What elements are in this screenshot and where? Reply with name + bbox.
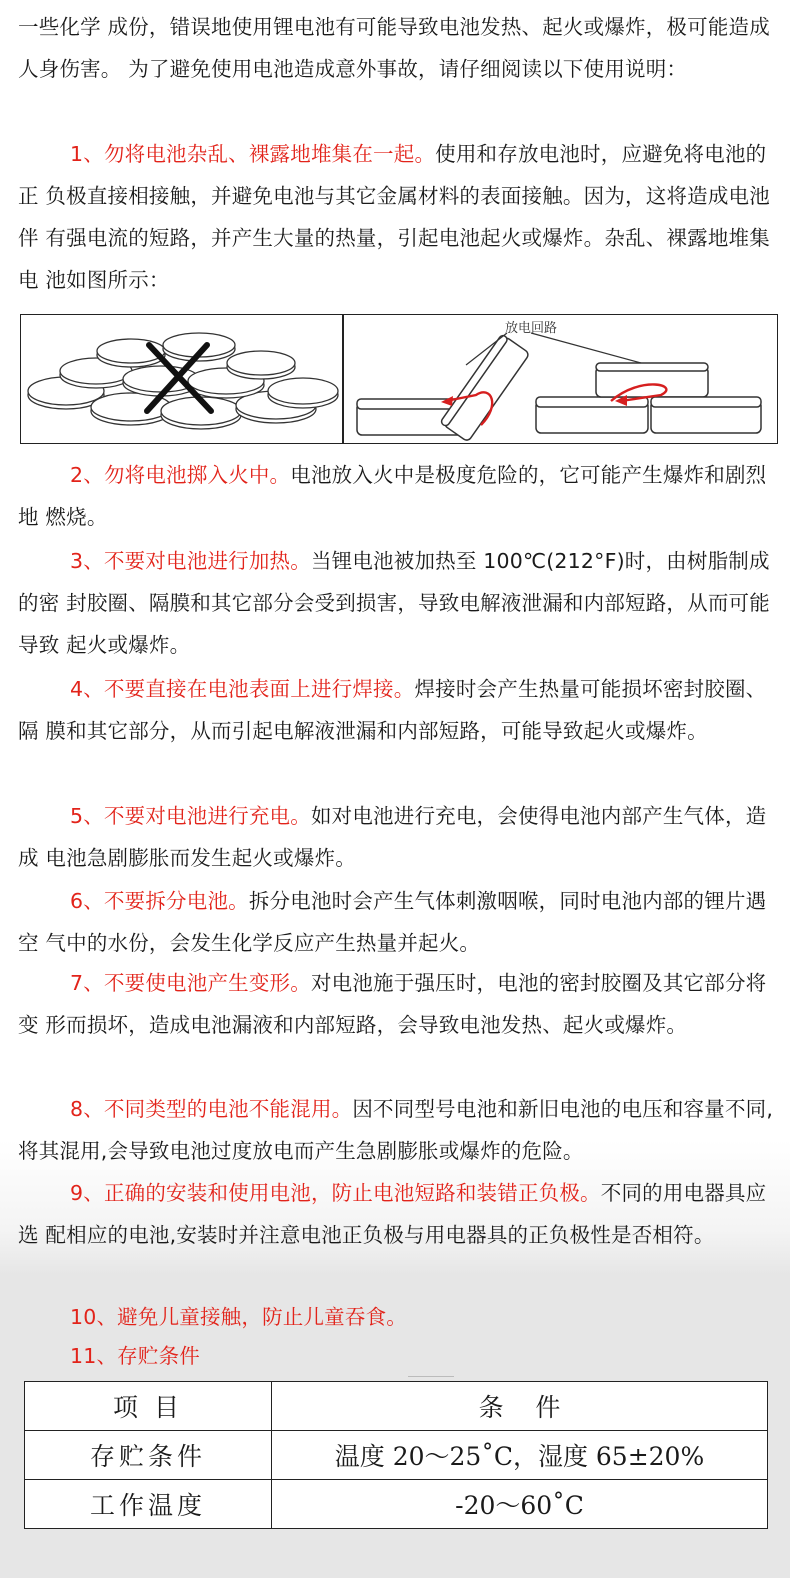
header-condition: 条 件 xyxy=(272,1382,768,1431)
rule-7 xyxy=(18,962,778,1046)
coin-cells-illustration xyxy=(21,315,777,443)
rule-5-body: 如对电池进行充电，会使得电池内部产生气体，造成 电池急剧膨胀而发生起火或爆炸。 xyxy=(18,804,767,870)
rule-4-heading: 4、不要直接在电池表面上进行焊接。 xyxy=(70,677,415,701)
rule-1-body: 使用和存放电池时，应避免将电池的正 负极直接相接触，并避免电池与其它金属材料的表面接触。因为，这将造成电池伴 有强电流的短路，并产生大量的热量，引起电池起火或爆炸。杂乱、裸露地堆集电 池如图所示： xyxy=(18,142,770,292)
rule-10-heading: 10、避免儿童接触，防止儿童吞食。 xyxy=(70,1305,407,1329)
rule-7-heading: 7、不要使电池产生变形。 xyxy=(70,971,311,995)
row-working-label: 工作温度 xyxy=(25,1480,272,1529)
rule-8 xyxy=(18,1088,778,1172)
rule-9-body: 不同的用电器具应选 配相应的电池,安装时并注意电池正负极与用电器具的正负极性是否相符。 xyxy=(18,1181,767,1247)
figure-divider xyxy=(342,315,344,443)
rule-3-heading: 3、不要对电池进行加热。 xyxy=(70,549,311,573)
rule-2-body: 电池放入火中是极度危险的，它可能产生爆炸和剧烈地 燃烧。 xyxy=(18,463,767,529)
row-working-value: -20～60˚C xyxy=(272,1480,768,1529)
header-item: 项 目 xyxy=(25,1382,272,1431)
rule-1 xyxy=(18,133,778,301)
row-storage-value: 温度 20～25˚C，湿度 65±20% xyxy=(272,1431,768,1480)
rule-5 xyxy=(18,795,778,879)
rule-8-heading: 8、不同类型的电池不能混用。 xyxy=(70,1097,353,1121)
rule-9 xyxy=(18,1172,778,1256)
discharge-loop-label: 放电回路 xyxy=(505,321,558,336)
rule-6 xyxy=(18,880,778,964)
rule-11 xyxy=(18,1335,778,1377)
battery-stacking-figure xyxy=(20,314,778,444)
rule-3 xyxy=(18,540,778,666)
table-row xyxy=(25,1480,768,1529)
rule-7-body: 对电池施于强压时，电池的密封胶圈及其它部分将变 形而损坏，造成电池漏液和内部短路，会导致电池发热、起火或爆炸。 xyxy=(18,971,767,1037)
rule-6-heading: 6、不要拆分电池。 xyxy=(70,889,249,913)
rule-10 xyxy=(18,1296,778,1338)
table-row xyxy=(25,1431,768,1480)
rule-4 xyxy=(18,668,778,752)
rule-4-body: 焊接时会产生热量可能损坏密封胶圈、隔 膜和其它部分，从而引起电解液泄漏和内部短路，可能导致起火或爆炸。 xyxy=(18,677,767,743)
rule-3-body: 当锂电池被加热至 100℃(212°F)时，由树脂制成的密 封胶圈、隔膜和其它部分会受到损害，导致电解液泄漏和内部短路，从而可能导致 起火或爆炸。 xyxy=(18,549,770,657)
rule-5-heading: 5、不要对电池进行充电。 xyxy=(70,804,311,828)
storage-conditions-table xyxy=(24,1381,768,1529)
rule-11-heading: 11、存贮条件 xyxy=(70,1344,200,1368)
table-top-mark xyxy=(408,1376,454,1377)
rule-6-body: 拆分电池时会产生气体刺激咽喉，同时电池内部的锂片遇空 气中的水份，会发生化学反应产生热量并起火。 xyxy=(18,889,767,955)
rule-2 xyxy=(18,454,778,538)
rule-8-body: 因不同型号电池和新旧电池的电压和容量不同,将其混用,会导致电池过度放电而产生急剧膨胀或爆炸的危险。 xyxy=(18,1097,774,1163)
rule-1-heading: 1、勿将电池杂乱、裸露地堆集在一起。 xyxy=(70,142,436,166)
rule-9-heading: 9、正确的安装和使用电池，防止电池短路和装错正负极。 xyxy=(70,1181,601,1205)
rule-2-heading: 2、勿将电池掷入火中。 xyxy=(70,463,291,487)
intro-paragraph: 一些化学 成份，错误地使用锂电池有可能导致电池发热、起火或爆炸，极可能造成人身伤害。 为了避免使用电池造成意外事故，请仔细阅读以下使用说明： xyxy=(18,15,770,81)
row-storage-label: 存贮条件 xyxy=(25,1431,272,1480)
table-header-row xyxy=(25,1382,768,1431)
